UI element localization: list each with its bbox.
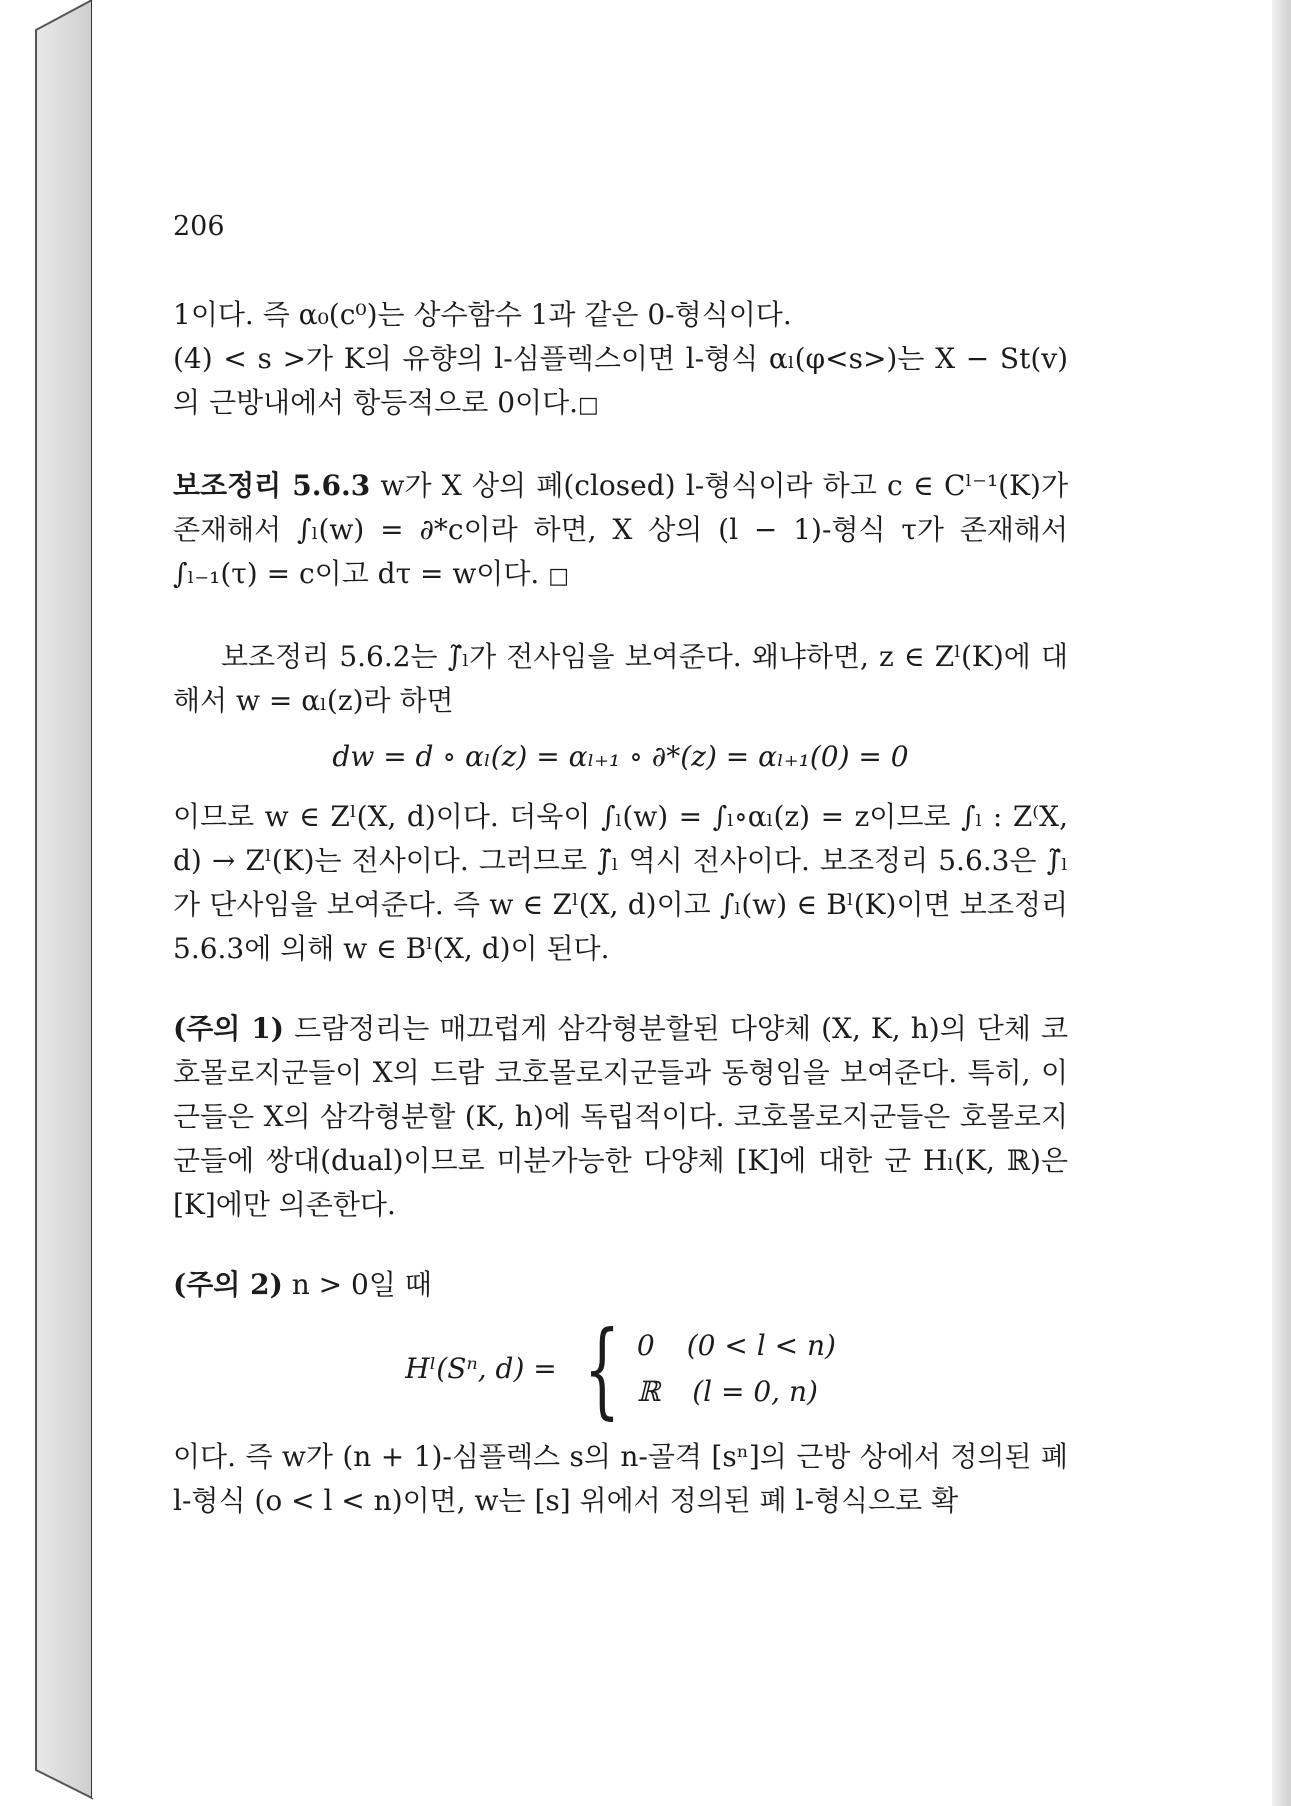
qed-symbol: □	[578, 393, 599, 418]
discussion-paragraph: 보조정리 5.6.2는 ∫̃ₗ가 전사임을 보여준다. 왜냐하면, z ∈ Zˡ(K)에 대해서 w = αₗ(z)라 하면	[173, 640, 1068, 717]
qed-symbol: □	[548, 564, 570, 589]
case-condition: (l = 0, n)	[692, 1375, 818, 1408]
page-content	[173, 205, 1068, 1523]
equation-left-side: Hˡ(Sⁿ, d) =	[405, 1352, 557, 1385]
equation-case	[637, 1369, 836, 1415]
note-paragraph	[173, 1007, 1068, 1227]
note-paragraph	[173, 1263, 1068, 1307]
paragraph: 이다. 즉 w가 (n + 1)-심플렉스 s의 n-골격 [sⁿ]의 근방 상에서 정의된 폐 l-형식 (o < l < n)이면, w는 [s] 위에서 정의된 폐 l-형식으로 확	[173, 1440, 1068, 1517]
brace-symbol: {	[583, 1308, 621, 1430]
case-condition: (0 < l < n)	[686, 1329, 836, 1362]
lemma-body: w가 X 상의 폐(closed) l-형식이라 하고 c ∈ Cˡ⁻¹(K)가 존재해서 ∫ₗ(w) = ∂*c이라 하면, X 상의 (l − 1)-형식 τ가 존재해서 ∫ₗ₋₁(τ) = c이고 dτ = w이다.	[173, 469, 1068, 590]
discussion-paragraph: 이므로 w ∈ Zˡ(X, d)이다. 더욱이 ∫ₗ(w) = ∫ₗ∘αₗ(z) = z이므로 ∫ₗ : Z⁽X, d) → Zˡ(K)는 전사이다. 그러므로 ∫̃ₗ 역시 전사이다. 보조정리 5.6.3은 ∫̃ₗ가 단사임을 보여준다. 즉 w ∈ Zˡ(X, d)이고 ∫ₗ(w) ∈ Bˡ(K)이면 보조정리 5.6.3에 의해 w ∈ Bˡ(X, d)이 된다.	[173, 800, 1068, 965]
equation-case	[637, 1323, 836, 1369]
page-number: 206	[173, 211, 225, 242]
lemma-paragraph	[173, 464, 1068, 599]
case-value: 0	[636, 1329, 655, 1362]
piecewise-equation	[173, 1308, 1068, 1430]
display-equation: dw = d ∘ αₗ(z) = αₗ₊₁ ∘ ∂*(z) = αₗ₊₁(0) = 0	[332, 740, 909, 773]
equation-cases	[637, 1323, 836, 1415]
lemma-title: 보조정리 5.6.3	[173, 469, 371, 502]
note-title: (주의 2)	[173, 1268, 283, 1301]
note-body: 드람정리는 매끄럽게 삼각형분할된 다양체 (X, K, h)의 단체 코호몰로지군들이 X의 드람 코호몰로지군들과 동형임을 보여준다. 특히, 이 근들은 X의 삼각형분할 (K, h)에 독립적이다. 코호몰로지군들은 호몰로지군들에 쌍대(dual)이므로 미분가능한 다양체 [K]에 대한 군 Hₗ(K, ℝ)은 [K]에만 의존한다.	[173, 1012, 1069, 1221]
note-body: n > 0일 때	[282, 1268, 432, 1301]
paragraph	[173, 337, 1068, 428]
paragraph-text: (4) < s >가 K의 유향의 l-심플렉스이면 l-형식 αₗ(φ<s>)는 X − St(v)의 근방내에서 항등적으로 0이다.	[173, 342, 1068, 419]
note-title: (주의 1)	[173, 1012, 284, 1045]
case-value: ℝ	[636, 1375, 661, 1408]
paragraph-line: 1이다. 즉 α₀(c⁰)는 상수함수 1과 같은 0-형식이다.	[173, 298, 792, 331]
